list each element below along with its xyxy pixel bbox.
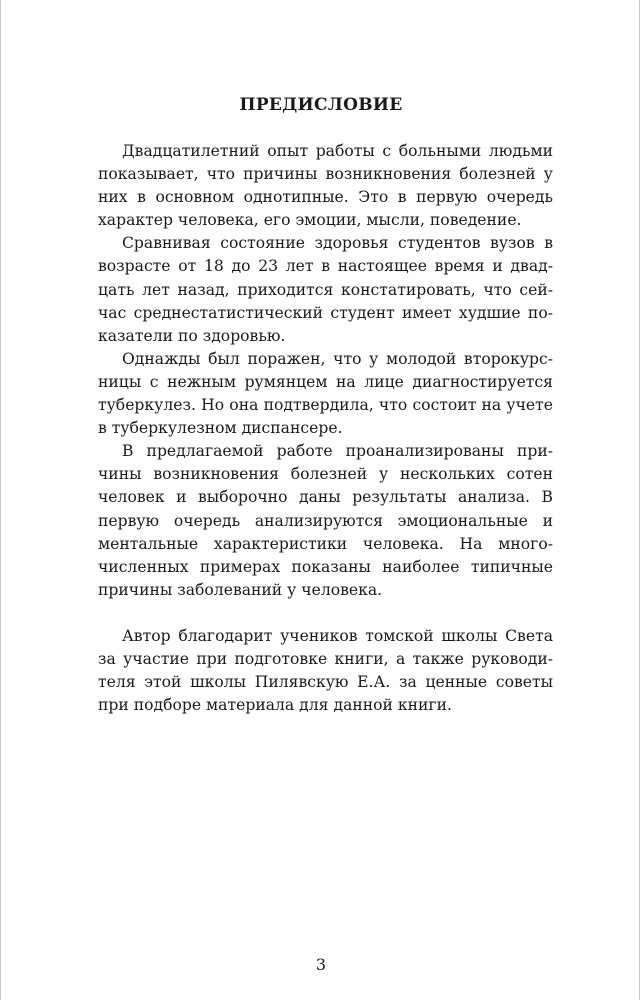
acknowledgment-paragraph: Автор благодарит учеников томской школы Света за участие при подготовке книги, а также руководителя этой школы Пилявскую Е.А. за ценные советы при подборе материала для данной книги. xyxy=(98,626,553,715)
paragraph: Двадцатилетний опыт работы с больными людьми показывает, что причины возникновения болезней у них в основном однотипные. Это в первую очередь характер человека, его эмоции, мысли, поведение. xyxy=(98,142,553,230)
page-number: 3 xyxy=(315,955,327,974)
paragraph: Сравнивая состояние здоровья студентов вузов в возрасте от 18 до 23 лет в настоящее время и двадцать лет назад, приходится констатировать, что сейчас среднестатистический студент имеет худшие показатели по здоровью. xyxy=(98,234,553,345)
paragraph: В предлагаемой работе проанализированы причины возникновения болезней у нескольких сотен человек и выборочно даны результаты анализа. В первую очередь анализируются эмоциональные и ментальные характеристики человека. На многочисленных примерах показаны наиболее типичные причины заболеваний у человека. xyxy=(98,442,553,599)
preface-body xyxy=(98,140,553,717)
page-title: ПРЕДИСЛОВИЕ xyxy=(239,95,403,115)
paragraph: Однажды был поражен, что у молодой второкурсницы с нежным румянцем на лице диагностируется туберкулез. Но она подтвердила, что состоит на учете в туберкулезном диспансере. xyxy=(98,349,553,438)
